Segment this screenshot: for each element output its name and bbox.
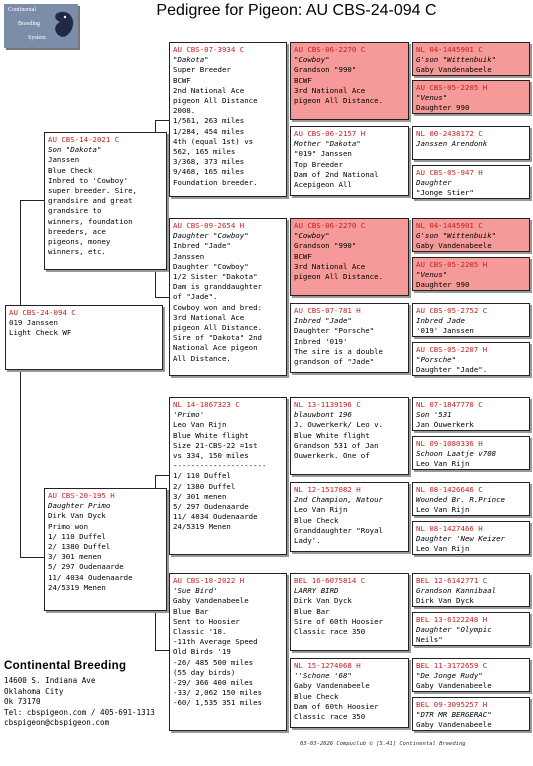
pigeon-name: "Cowboy" [294, 231, 330, 241]
pigeon-name: "Venus" [416, 270, 448, 280]
pigeon-detail-line: Gaby Vandenabeele [416, 65, 492, 75]
pigeon-detail-line: Grandson 531 of Jan [294, 440, 379, 450]
pigeon-detail-line: The sire is a double [294, 346, 383, 356]
pigeon-detail-line: Leo Van Rijn [416, 459, 470, 469]
pigeon-detail-line: Lady'. [294, 536, 321, 546]
pigeon-detail-line: pigeons, money [48, 237, 111, 247]
breeder-info [4, 660, 168, 729]
gg-grandparent-card-6[interactable] [412, 257, 530, 291]
connector-line [155, 475, 169, 476]
pigeon-detail-line: 1/ 110 Duffel [173, 471, 231, 481]
connector-line [155, 611, 156, 651]
pigeon-detail-line: 2/ 1380 Duffel [48, 542, 111, 552]
pigeon-detail-line: Acepigeon All [294, 180, 352, 190]
breeder-email[interactable]: cbspigeon@cbspigeon.com [4, 718, 110, 727]
pigeon-detail-line: Dam of 2nd National [294, 169, 379, 179]
pigeon-detail-line: Classic '18. [173, 627, 227, 637]
pigeon-name: Son '531 [416, 410, 452, 420]
pigeon-detail-line: 9/468, 165 miles [173, 167, 245, 177]
pigeon-name: G'son "Wittenbuik" [416, 231, 497, 241]
pigeon-detail-line: Gaby Vandenabeele [173, 596, 249, 606]
gg-grandparent-card-5[interactable] [412, 218, 530, 252]
pigeon-detail-line: Inbred to 'Cowboy' [48, 175, 129, 185]
connector-line [155, 297, 169, 298]
ring-number: AU CBS-06-2157 H [294, 129, 366, 138]
ring-number: BEL 09-3095257 H [416, 700, 488, 709]
pigeon-detail-line: Light Check WF [9, 328, 72, 338]
great-grandparent-card-6[interactable] [290, 482, 409, 552]
pigeon-detail-line: Inbred "Jade" [173, 241, 231, 251]
pigeon-detail-line: 2nd National Ace [173, 85, 245, 95]
ring-number: AU CBS-18-2022 H [173, 576, 245, 585]
pigeon-detail-line: All Distance. [173, 353, 231, 363]
pigeon-detail-line: pigeon All Distance. [294, 96, 383, 106]
pigeon-detail-line: 3/368, 373 miles [173, 157, 245, 167]
pigeon-detail-line: Blue Check [294, 691, 339, 701]
pigeon-detail-line: Dam of 60th Hoosier [294, 701, 379, 711]
pigeon-detail-line: Dirk Van Dyck [416, 596, 474, 606]
ring-number: AU CBS-05-2205 H [416, 260, 488, 269]
pigeon-detail-line: 1/561, 263 miles [173, 116, 245, 126]
pigeon-detail-line: Janssen [173, 251, 205, 261]
breeder-city: Oklahoma City [4, 686, 64, 696]
pigeon-name: Daughter 'New Keizer [416, 534, 505, 544]
ring-number: AU CBS-24-094 C [9, 308, 76, 317]
pigeon-name: "Porsche" [416, 355, 457, 365]
pigeon-detail-line: Gaby Vandenabeele [416, 720, 492, 730]
gg-grandparent-card-8[interactable] [412, 342, 530, 376]
pigeon-detail-line: Grandson "990" [294, 241, 357, 251]
great-grandparent-card-2[interactable] [290, 126, 409, 196]
logo-line-2: Breeding [18, 21, 40, 27]
pigeon-detail-line: "019" Janssen [294, 149, 352, 159]
pigeon-name: 'Primo' [173, 410, 205, 420]
ring-number: NL 07-1847770 C [416, 400, 483, 409]
gg-grandparent-card-11[interactable] [412, 482, 530, 516]
breeder-address: 14600 S. Indiana Ave [4, 676, 96, 685]
pigeon-detail-line: Gaby Vandenabeele [294, 681, 370, 691]
gg-grandparent-card-12[interactable] [412, 521, 530, 555]
footer-credit: 03-03-2026 Compuclub © [5.41] Continental Breeding [300, 741, 466, 747]
logo-line-1: Continental [8, 7, 36, 13]
pigeon-detail-line: Leo Van Rijn [173, 420, 227, 430]
pigeon-name: Grandson Kannibaal [416, 586, 497, 596]
pigeon-detail-line: Top Breeder [294, 159, 343, 169]
pigeon-detail-line: 3rd National Ace [173, 312, 245, 322]
pigeon-detail-line: Dam is granddaughter [173, 282, 262, 292]
pigeon-name: "Dakota" [173, 55, 209, 65]
pigeon-detail-line: --------------------- [173, 461, 267, 471]
connector-line [20, 200, 44, 201]
ring-number: NL 13-1139196 C [294, 400, 361, 409]
ring-number: NL 04-1445901 C [416, 221, 483, 230]
pigeon-detail-line: 3/ 301 menen [173, 491, 227, 501]
pigeon-detail-line: Leo Van Rijn [416, 505, 470, 515]
pigeon-detail-line: Blue White flight [294, 430, 370, 440]
pigeon-detail-line: Classic race 350 [294, 712, 366, 722]
breeder-phone[interactable]: Tel: cbspigeon.com / 405-691-1313 [4, 707, 155, 717]
pigeon-detail-line: 24/5319 Menen [173, 522, 231, 532]
connector-line [155, 475, 156, 488]
sire-dam-card[interactable] [169, 218, 287, 376]
pigeon-detail-line: Blue Check [48, 165, 93, 175]
ring-number: NL 09-1080336 H [416, 439, 483, 448]
pigeon-detail-line: Daughter "Porsche" [294, 326, 375, 336]
connector-line [155, 120, 169, 121]
gg-grandparent-card-2[interactable] [412, 80, 530, 114]
pigeon-name: Schoon Laatje v708 [416, 449, 497, 459]
pigeon-detail-line: Blue Check [294, 515, 339, 525]
connector-line [20, 370, 21, 558]
logo-line-3: System [28, 35, 46, 41]
ring-number: NL 08-1426646 C [416, 485, 483, 494]
ring-number: AU CBS-07-781 H [294, 306, 361, 315]
pigeon-name: "De Jonge Rudy" [416, 671, 483, 681]
pigeon-detail-line: -33/ 2,062 150 miles [173, 688, 262, 698]
pigeon-detail-line: winners, foundation [48, 216, 133, 226]
pigeon-detail-line: Daughter "Jade". [416, 365, 488, 375]
pigeon-detail-line: Blue Bar [173, 606, 209, 616]
page-title: Pedigree for Pigeon: AU CBS-24-094 C [156, 2, 437, 19]
gg-grandparent-card-15[interactable] [412, 658, 530, 692]
connector-line [155, 270, 156, 298]
pigeon-detail-line: 24/5319 Menen [48, 582, 106, 592]
pigeon-detail-line: 2/ 1380 Duffel [173, 481, 236, 491]
pigeon-detail-line: Dirk Van Dyck [294, 596, 352, 606]
pigeon-detail-line: Classic race 350 [294, 627, 366, 637]
ring-number: AU CBS-05-2205 H [416, 83, 488, 92]
pigeon-name: "Cowboy" [294, 55, 330, 65]
pigeon-detail-line: Daughter 990 [416, 280, 470, 290]
pigeon-detail-line: Cowboy won and bred: [173, 302, 262, 312]
great-grandparent-card-8[interactable] [290, 658, 409, 728]
pigeon-name: ''Schone '68" [294, 671, 352, 681]
pigeon-detail-line: of "Jade". [173, 292, 218, 302]
pigeon-detail-line: grandsire and great [48, 196, 133, 206]
connector-line [155, 120, 156, 132]
pigeon-detail-line: "Jonge Stier" [416, 188, 474, 198]
pigeon-detail-line: BCWF [173, 75, 191, 85]
pigeon-detail-line: Ouwerkerk. One of [294, 451, 370, 461]
pigeon-detail-line: 5/ 297 Oudenaarde [173, 502, 249, 512]
pigeon-detail-line: 4th (equal 1st) vs [173, 136, 254, 146]
pigeon-detail-line: 019 Janssen [9, 318, 58, 328]
pigeon-detail-line: '019' Janssen [416, 326, 474, 336]
subject-pigeon-card[interactable] [5, 305, 163, 370]
ring-number: AU CBS-07-3934 C [173, 45, 245, 54]
pigeon-name: "Venus" [416, 93, 448, 103]
great-grandparent-card-4[interactable] [290, 303, 409, 373]
breeder-state-zip: Ok 73170 [4, 697, 41, 706]
pigeon-detail-line: Leo Van Rijn [294, 505, 348, 515]
pigeon-detail-line: breeders, ace [48, 226, 106, 236]
ring-number: NL 04-1445901 C [416, 45, 483, 54]
ring-number: AU CBS-14-2021 C [48, 135, 120, 144]
pigeon-detail-line: grandsire to [48, 206, 102, 216]
pigeon-name: LARRY BIRD [294, 586, 339, 596]
ring-number: BEL 13-6122248 H [416, 615, 488, 624]
pigeon-detail-line: J. Ouwerkerk/ Leo v. [294, 420, 383, 430]
gg-grandparent-card-14[interactable] [412, 612, 530, 646]
pigeon-name: Daughter "Cowboy" [173, 231, 249, 241]
pigeon-detail-line: pigeon All Distance. [294, 272, 383, 282]
pigeon-detail-line: 11/ 4034 Oudenaarde [173, 512, 258, 522]
sire-sire-card[interactable] [169, 42, 287, 197]
ring-number: NL 14-1867323 C [173, 400, 240, 409]
great-grandparent-card-3[interactable] [290, 218, 409, 296]
pigeon-detail-line: Sire of 60th Hoosier [294, 616, 383, 626]
pigeon-detail-line: BCWF [294, 75, 312, 85]
pigeon-detail-line: BCWF [294, 251, 312, 261]
pigeon-name: "DTR MR BERGERAC" [416, 710, 492, 720]
ring-number: BEL 16-6075814 C [294, 576, 366, 585]
pigeon-detail-line: Inbred '019' [294, 336, 348, 346]
pigeon-name: blauwbont 196 [294, 410, 352, 420]
pigeon-detail-line: 11/ 4034 Oudenaarde [48, 572, 133, 582]
gg-grandparent-card-13[interactable] [412, 573, 530, 607]
ring-number: AU CBS-05-947 H [416, 168, 483, 177]
dam-card[interactable] [44, 488, 167, 611]
pigeon-name: Daughter [416, 178, 452, 188]
pigeon-name: Inbred Jade [416, 316, 465, 326]
pigeon-detail-line: Sent to Hoosier [173, 616, 240, 626]
pigeon-detail-line: Daughter "Cowboy" [173, 261, 249, 271]
pigeon-detail-line: Janssen [48, 155, 80, 165]
pigeon-detail-line: 2008. [173, 106, 196, 116]
ring-number: AU CBS-05-2752 C [416, 306, 488, 315]
pigeon-detail-line: Foundation breeder. [173, 177, 258, 187]
pigeon-name: Mother "Dakota" [294, 139, 361, 149]
great-grandparent-card-7[interactable] [290, 573, 409, 651]
pigeon-detail-line: 5/ 297 Oudenaarde [48, 562, 124, 572]
gg-grandparent-card-16[interactable] [412, 697, 530, 731]
pigeon-detail-line: 3rd National Ace [294, 261, 366, 271]
ring-number: AU CBS-05-2207 H [416, 345, 488, 354]
pigeon-detail-line: -26/ 485 500 miles [173, 657, 254, 667]
pigeon-detail-line: Leo Van Rijn [416, 544, 470, 554]
pigeon-detail-line: 1/ 110 Duffel [48, 531, 106, 541]
pigeon-detail-line: Primo won [48, 521, 89, 531]
pigeon-detail-line: Blue White flight [173, 430, 249, 440]
pigeon-detail-line: Gaby Vandenabeele [416, 241, 492, 251]
pigeon-detail-line: Old Birds '19 [173, 647, 231, 657]
pigeon-detail-line: pigeon All Distance [173, 96, 258, 106]
great-grandparent-card-5[interactable] [290, 397, 409, 475]
pigeon-detail-line: Grandson "990" [294, 65, 357, 75]
connector-line [20, 557, 44, 558]
great-grandparent-card-1[interactable] [290, 42, 409, 120]
pigeon-name: 'Sue Bird' [173, 586, 218, 596]
pigeon-detail-line: vs 334, 150 miles [173, 451, 249, 461]
pigeon-detail-line: Daughter 990 [416, 103, 470, 113]
ring-number: AU CBS-09-2654 H [173, 221, 245, 230]
pigeon-detail-line: Dirk Van Dyck [48, 511, 106, 521]
ring-number: NL 08-1427466 H [416, 524, 483, 533]
gg-grandparent-card-10[interactable] [412, 436, 530, 470]
pigeon-detail-line: -60/ 1,535 351 miles [173, 698, 262, 708]
pigeon-name: G'son "Wittenbuik" [416, 55, 497, 65]
pigeon-detail-line: Blue Bar [294, 606, 330, 616]
ring-number: NL 00-2438172 C [416, 129, 483, 138]
sire-card[interactable] [44, 132, 167, 270]
pigeon-detail-line: grandson of "Jade" [294, 357, 375, 367]
breeder-name: Continental Breeding [4, 660, 127, 672]
pigeon-detail-line: (55 day birds) [173, 667, 236, 677]
pigeon-detail-line: Size 21-CBS-22 =1st [173, 440, 258, 450]
pigeon-detail-line: winners, etc. [48, 247, 106, 257]
pigeon-detail-line: 3/ 301 menen [48, 552, 102, 562]
connector-line [20, 200, 21, 305]
pigeon-detail-line: 562, 165 miles [173, 147, 236, 157]
pigeon-name: Inbred "Jade" [294, 316, 352, 326]
pigeon-detail-line: Neils" [416, 635, 443, 645]
gg-grandparent-card-4[interactable] [412, 165, 530, 199]
pigeon-detail-line: 1/2 Sister "Dakota" [173, 272, 258, 282]
connector-line [155, 650, 169, 651]
pigeon-name: Wounded Br. R.Prince [416, 495, 505, 505]
gg-grandparent-card-3[interactable] [412, 126, 530, 160]
dam-dam-card[interactable] [169, 573, 287, 731]
pigeon-name: Janssen Arendonk [416, 139, 488, 149]
pigeon-detail-line: 3rd National Ace [294, 85, 366, 95]
pigeon-name: Daughter Primo [48, 501, 111, 511]
pigeon-detail-line: Super Breeder [173, 65, 231, 75]
ring-number: AU CBS-06-2270 C [294, 45, 366, 54]
ring-number: BEL 12-6142771 C [416, 576, 488, 585]
pigeon-detail-line: Sire of "Dakota" 2nd [173, 333, 262, 343]
pigeon-detail-line: Granddaughter "Royal [294, 525, 383, 535]
pigeon-name: 2nd Champion, Natour [294, 495, 383, 505]
ring-number: NL 12-1517082 H [294, 485, 361, 494]
ring-number: BEL 11-3172659 C [416, 661, 488, 670]
dam-sire-card[interactable] [169, 397, 287, 555]
pigeon-detail-line: super breeder. Sire, [48, 186, 137, 196]
pigeon-detail-line: Jan Ouwerkerk [416, 420, 474, 430]
pigeon-detail-line: Gaby Vandenabeele [416, 681, 492, 691]
gg-grandparent-card-1[interactable] [412, 42, 530, 76]
ring-number: AU CBS-20-195 H [48, 491, 115, 500]
ring-number: NL 15-1274068 H [294, 661, 361, 670]
gg-grandparent-card-9[interactable] [412, 397, 530, 431]
pigeon-detail-line: pigeon All Distance. [173, 323, 262, 333]
pigeon-name: Daughter "Olympic [416, 625, 492, 635]
pigeon-detail-line: National Ace pigeon [173, 343, 258, 353]
pigeon-detail-line: -11th Average Speed [173, 637, 258, 647]
pigeon-detail-line: 1/284, 454 miles [173, 126, 245, 136]
pigeon-detail-line: -29/ 366 400 miles [173, 678, 254, 688]
pigeon-name: Son "Dakota" [48, 145, 102, 155]
ring-number: AU CBS-06-2270 C [294, 221, 366, 230]
gg-grandparent-card-7[interactable] [412, 303, 530, 337]
